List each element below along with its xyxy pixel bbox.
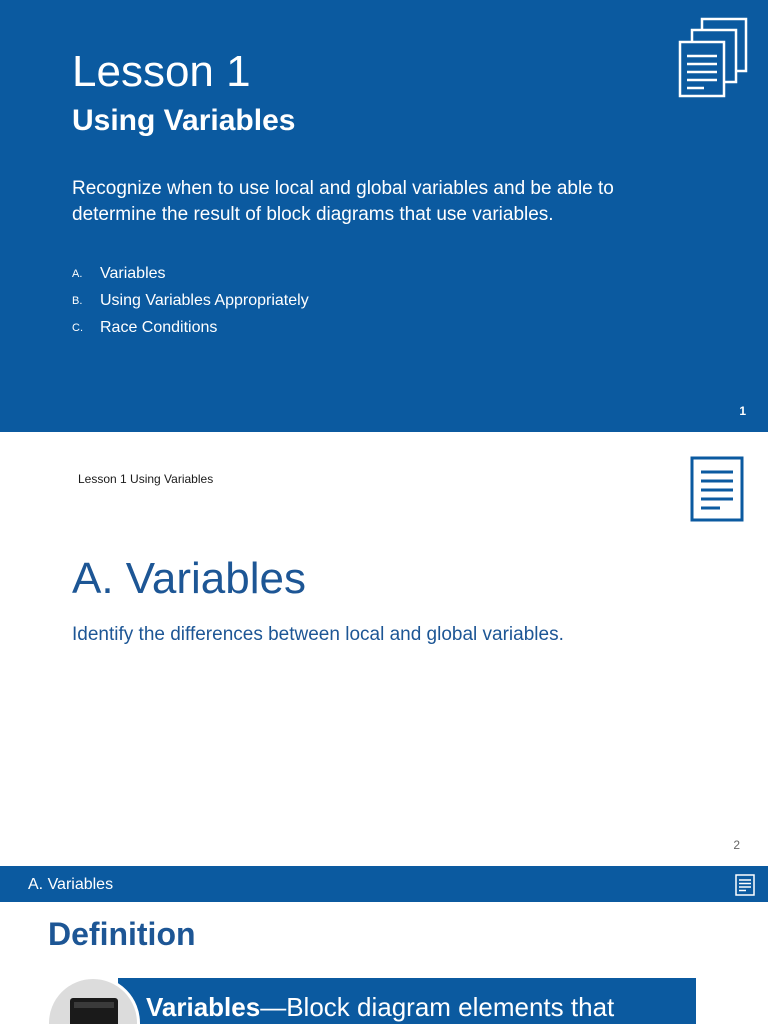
lesson-subtitle: Using Variables [72,104,296,137]
lesson-title: Lesson 1 [72,47,251,96]
slide-1 [0,0,768,432]
documents-stack-icon [676,16,752,100]
page-number: 1 [739,404,746,418]
slide-3 [0,866,768,1024]
topic-label: Using Variables Appropriately [100,291,309,309]
breadcrumb: Lesson 1 Using Variables [78,472,214,486]
header-title: A. Variables [28,876,114,893]
document-icon [690,456,744,522]
topic-letter: C. [72,321,83,334]
book-icon [66,994,122,1024]
page-number: 2 [733,838,740,852]
section-description: Identify the differences between local and global variables. [72,624,564,645]
topic-item [72,287,309,314]
topic-item [72,314,309,341]
document-icon [735,874,755,896]
section-title: A. Variables [72,554,306,603]
definition-text: —Block diagram elements that [260,992,615,1022]
topic-item [72,260,309,287]
topic-label: Race Conditions [100,318,218,336]
topic-letter: A. [72,267,83,280]
definition-banner [118,978,696,1024]
slide-2 [0,436,768,862]
definition-term: Variables [146,992,261,1022]
lesson-description: Recognize when to use local and global variables and be able to determine the result of block diagrams that use variables. [72,178,614,225]
topic-letter: B. [72,294,83,307]
slide-header [0,866,768,902]
topic-list [72,260,309,341]
definition-heading: Definition [48,916,196,952]
topic-label: Variables [100,264,166,282]
